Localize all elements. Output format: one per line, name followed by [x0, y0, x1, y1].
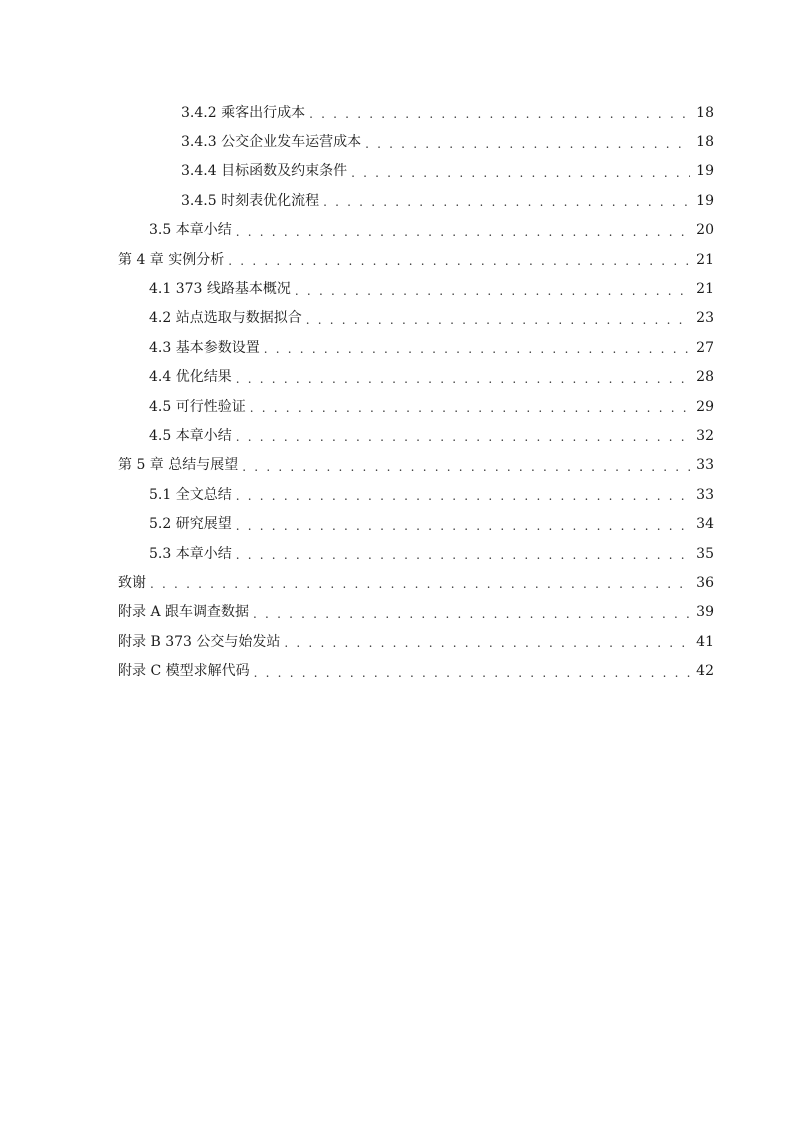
toc-entry[interactable]: [0, 480, 793, 509]
toc-entry-title: 3.4.5 时刻表优化流程: [181, 192, 320, 209]
toc-entry-title: 第 5 章 总结与展望: [118, 457, 239, 474]
toc-entry-title: 4.3 基本参数设置: [149, 339, 260, 356]
toc-entry[interactable]: [0, 451, 793, 480]
toc-entry[interactable]: [0, 333, 793, 362]
toc-page-number: 27: [696, 339, 714, 356]
toc-dot-leader: [295, 282, 690, 297]
toc-dot-leader: [236, 428, 690, 443]
toc-entry[interactable]: [0, 127, 793, 156]
toc-page-number: 35: [696, 545, 714, 562]
toc-entry[interactable]: [0, 186, 793, 215]
toc-page-number: 41: [696, 633, 714, 650]
toc-dot-leader: [150, 575, 690, 590]
toc-page-number: 34: [696, 516, 714, 533]
toc-dot-leader: [306, 311, 690, 326]
toc-entry-title: 4.5 可行性验证: [149, 398, 246, 415]
toc-entry-title: 5.2 研究展望: [149, 516, 232, 533]
toc-page-number: 33: [696, 486, 714, 503]
toc-dot-leader: [309, 105, 690, 120]
toc-entry-title: 5.1 全文总结: [149, 486, 232, 503]
toc-entry[interactable]: [0, 392, 793, 421]
toc-page-number: 32: [696, 427, 714, 444]
toc-page-number: 42: [696, 663, 714, 680]
toc-page-number: 29: [696, 398, 714, 415]
toc-entry[interactable]: [0, 216, 793, 245]
toc-entry-title: 致谢: [118, 574, 146, 591]
toc-entry-title: 3.4.3 公交企业发车运营成本: [181, 134, 362, 151]
toc-dot-leader: [284, 634, 690, 649]
toc-page-number: 19: [696, 192, 714, 209]
toc-page-number: 18: [696, 104, 714, 121]
toc-entry[interactable]: [0, 157, 793, 186]
toc-dot-leader: [250, 399, 690, 414]
toc-entry-title: 第 4 章 实例分析: [118, 251, 225, 268]
toc-entry[interactable]: [0, 509, 793, 538]
toc-entry-title: 附录 A 跟车调查数据: [118, 604, 250, 621]
toc-page-number: 33: [696, 457, 714, 474]
toc-dot-leader: [253, 605, 690, 620]
toc-page-number: 21: [696, 281, 714, 298]
toc-dot-leader: [228, 252, 690, 267]
toc-page-number: 20: [696, 222, 714, 239]
toc-dot-leader: [264, 340, 690, 355]
toc-dot-leader: [236, 487, 690, 502]
toc-dot-leader: [236, 223, 690, 238]
toc-page-number: 21: [696, 251, 714, 268]
toc-entry[interactable]: [0, 363, 793, 392]
toc-page-number: 36: [696, 574, 714, 591]
toc-entry[interactable]: [0, 598, 793, 627]
toc-page-number: 39: [696, 604, 714, 621]
toc-entry-title: 附录 C 模型求解代码: [118, 663, 250, 680]
toc-dot-leader: [236, 370, 690, 385]
toc-entry[interactable]: [0, 539, 793, 568]
toc-entry-title: 4.2 站点选取与数据拟合: [149, 310, 302, 327]
toc-entry-title: 5.3 本章小结: [149, 545, 232, 562]
toc-page-number: 18: [696, 134, 714, 151]
table-of-contents: [0, 98, 793, 686]
toc-entry-title: 4.5 本章小结: [149, 427, 232, 444]
toc-entry[interactable]: [0, 245, 793, 274]
toc-dot-leader: [254, 664, 690, 679]
toc-entry[interactable]: [0, 421, 793, 450]
toc-entry[interactable]: [0, 627, 793, 656]
toc-entry[interactable]: [0, 568, 793, 597]
toc-page-number: 19: [696, 163, 714, 180]
toc-dot-leader: [236, 517, 690, 532]
toc-dot-leader: [236, 546, 690, 561]
toc-entry-title: 3.4.2 乘客出行成本: [181, 104, 306, 121]
toc-entry[interactable]: [0, 656, 793, 685]
toc-dot-leader: [323, 193, 690, 208]
toc-dot-leader: [242, 458, 690, 473]
toc-entry[interactable]: [0, 98, 793, 127]
toc-entry-title: 4.4 优化结果: [149, 369, 232, 386]
toc-entry-title: 3.4.4 目标函数及约束条件: [181, 163, 348, 180]
toc-entry[interactable]: [0, 304, 793, 333]
toc-entry-title: 4.1 373 线路基本概况: [149, 281, 291, 298]
toc-dot-leader: [365, 135, 690, 150]
toc-entry-title: 附录 B 373 公交与始发站: [118, 633, 281, 650]
toc-entry[interactable]: [0, 274, 793, 303]
toc-entry-title: 3.5 本章小结: [149, 222, 232, 239]
toc-page-number: 28: [696, 369, 714, 386]
toc-dot-leader: [351, 164, 690, 179]
toc-page-number: 23: [696, 310, 714, 327]
